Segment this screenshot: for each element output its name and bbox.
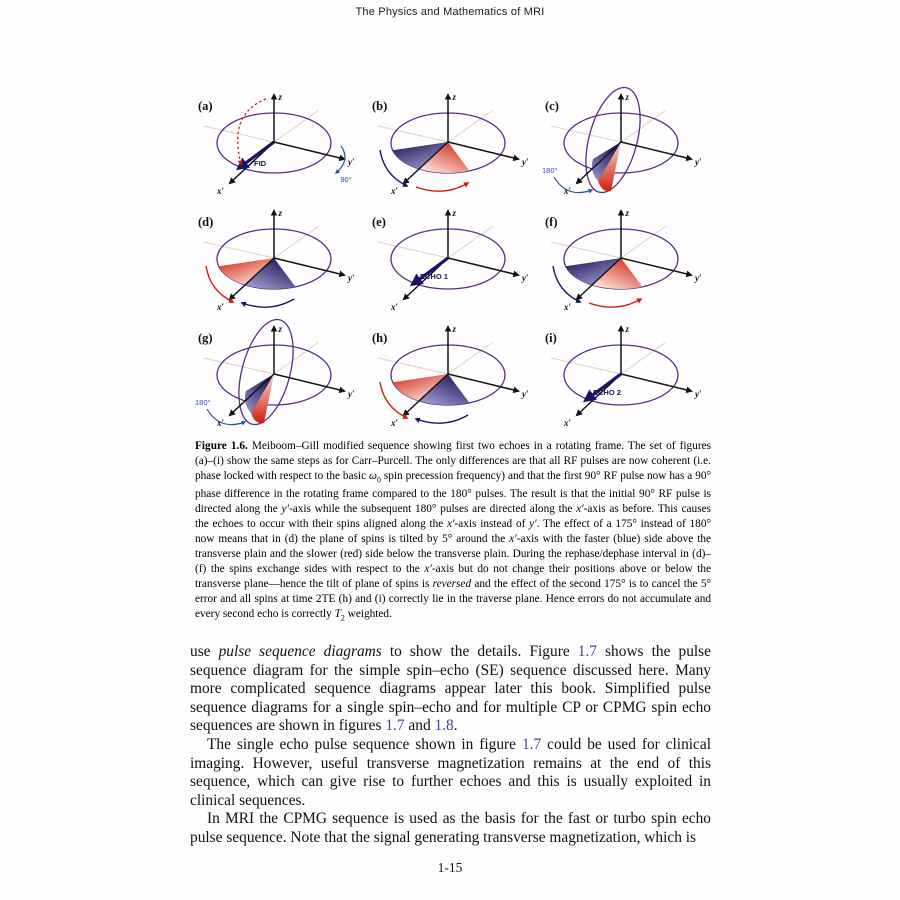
svg-text:z: z	[278, 324, 283, 334]
svg-text:x′: x′	[217, 302, 225, 312]
panel-label: (e)	[371, 215, 386, 229]
text-segment: Meiboom–Gill modified sequence showing first two echoes in a rotating frame. The set of figures (a)–(i) show the same steps as for Carr–Purcell. The only differences are that all RF pulses are now coherent (i.e. phase locked with respect to the basic	[195, 440, 711, 482]
figure-panel-h	[364, 318, 537, 434]
panel-label: (f)	[545, 215, 558, 229]
text-segment: -axis as before. This causes the echoes to occur with their spins aligned along the	[195, 503, 711, 531]
svg-text:x′: x′	[390, 186, 398, 196]
text-segment: Figure 1.6.	[195, 440, 248, 452]
text-segment: weighted.	[344, 608, 392, 621]
figure-panel-c	[537, 86, 710, 202]
text-segment: 2	[340, 613, 345, 623]
figure-panel-d	[190, 202, 363, 318]
figure-ref-link[interactable]: 1.7	[385, 717, 405, 735]
svg-text:y′: y′	[348, 157, 355, 167]
panel-label: (b)	[371, 99, 387, 113]
svg-text:y′: y′	[348, 389, 355, 399]
figure-panel-b	[364, 86, 537, 202]
text-segment: x′	[509, 533, 517, 546]
vector-label: ECHO 2	[593, 388, 622, 397]
svg-text:x′: x′	[564, 302, 572, 312]
figure-panel-g	[190, 318, 363, 434]
text-segment: y′	[529, 518, 537, 531]
page-number: 1-15	[437, 860, 463, 875]
svg-text:x′: x′	[564, 418, 572, 428]
svg-text:y′: y′	[521, 273, 529, 283]
svg-text:x′: x′	[390, 302, 398, 312]
text-segment: -axis but do not change their positions above or below the transverse plane—hence the tilt of plane of spins is	[195, 563, 712, 591]
svg-text:y′: y′	[695, 273, 702, 283]
panel-label: (g)	[198, 331, 213, 345]
figure-ref-link[interactable]: 1.7	[577, 643, 597, 660]
pulse-angle-label: 180°	[195, 398, 211, 407]
text-segment: reversed	[432, 578, 472, 591]
paragraph	[190, 810, 711, 847]
svg-text:y′: y′	[695, 389, 702, 399]
figure-caption	[195, 439, 711, 626]
text-segment: -axis while the subsequent 180° pulses are directed along the	[288, 503, 577, 516]
text-segment: could be used for clinical imaging. However, useful transverse magnetization remains at the end of this sequence, which can give rise to further echoes and this is usually exploited in clinical sequences.	[190, 735, 711, 809]
pulse-angle-label: 90°	[340, 175, 352, 184]
svg-text:y′: y′	[695, 157, 702, 167]
text-segment: x′	[447, 518, 455, 531]
text-segment: x′	[576, 503, 584, 516]
svg-text:z: z	[452, 324, 456, 334]
text-segment: ω	[369, 470, 377, 482]
figure-panel-e	[364, 202, 537, 318]
text-segment: -axis instead of	[454, 518, 530, 531]
svg-text:z: z	[452, 208, 456, 218]
text-segment: 0	[376, 475, 381, 485]
panel-label: (a)	[198, 99, 213, 113]
svg-text:x′: x′	[564, 186, 572, 196]
figure-1-6-panels	[190, 86, 711, 434]
svg-text:z: z	[625, 324, 630, 334]
text-segment: x′	[424, 563, 432, 576]
figure-panel-a	[190, 86, 363, 202]
text-segment: pulse sequence diagrams	[218, 643, 382, 660]
text-segment: In MRI the CPMG sequence is used as the basis for the fast or turbo spin echo pulse sequence. Note that the signal generating transverse magnetization, which is	[190, 810, 711, 846]
svg-text:y′: y′	[521, 157, 529, 167]
paragraph	[190, 736, 711, 810]
svg-text:z: z	[625, 208, 630, 218]
svg-text:z: z	[452, 92, 456, 102]
text-segment: use	[190, 643, 219, 660]
text-segment: The single echo pulse sequence shown in figure	[207, 735, 522, 753]
text-segment: . The effect of a 175° instead of 180° now means that in (d) the plane of spins is tilted by 5° around the	[195, 518, 711, 546]
panel-label: (d)	[198, 215, 214, 229]
svg-text:z: z	[278, 92, 283, 102]
text-segment: and	[404, 717, 435, 735]
vector-label: FID	[254, 159, 267, 168]
svg-text:y′: y′	[521, 389, 529, 399]
svg-text:x′: x′	[217, 418, 225, 428]
panel-label: (h)	[371, 331, 387, 345]
panel-label: (i)	[545, 331, 557, 345]
text-segment: to show the details. Figure	[381, 643, 578, 660]
svg-text:y′: y′	[348, 273, 355, 283]
svg-text:z: z	[625, 92, 630, 102]
text-segment: shows the pulse sequence diagram for the simple spin–echo (SE) sequence discussed here. Many more complicated sequence diagrams appear later this book. Simplified pulse sequence diagrams for a single spin–echo and for multiple CP or CPMG spin echo sequences are shown in figures	[190, 643, 711, 735]
body-text	[190, 643, 711, 848]
figure-ref-link[interactable]: 1.8	[434, 717, 454, 735]
running-head: The Physics and Mathematics of MRI	[355, 6, 545, 18]
text-segment: spin precession frequency) and that the first 90° RF pulse now has a 90° phase difference in the rotating frame compared to the 180° pulses. The result is that the initial 90° RF pulse is directed along the	[195, 470, 712, 516]
panel-label: (c)	[545, 99, 560, 113]
vector-label: ECHO 1	[419, 272, 448, 281]
svg-text:x′: x′	[217, 186, 225, 196]
svg-text:z: z	[278, 208, 283, 218]
text-segment: y′	[281, 503, 289, 516]
text-segment: and the effect of the second 175° is to cancel the 5° error and all spins at time 2TE (h) and (i) correctly lie in the traverse plane. Hence errors do not accumulate and every second echo is correctly	[195, 578, 711, 621]
paragraph	[190, 643, 711, 736]
text-segment: T	[334, 608, 341, 621]
figure-panel-i	[537, 318, 710, 434]
text-segment: .	[453, 717, 458, 735]
svg-text:x′: x′	[390, 418, 398, 428]
text-segment: -axis with the faster (blue) side above the transverse plain and the slower (red) side below the transverse plain. During the rephase/dephase interval in (d)–(f) the spins exchange sides with respect to the	[195, 533, 711, 576]
figure-ref-link[interactable]: 1.7	[521, 735, 542, 753]
figure-panel-f	[537, 202, 710, 318]
pulse-angle-label: 180°	[542, 166, 558, 175]
